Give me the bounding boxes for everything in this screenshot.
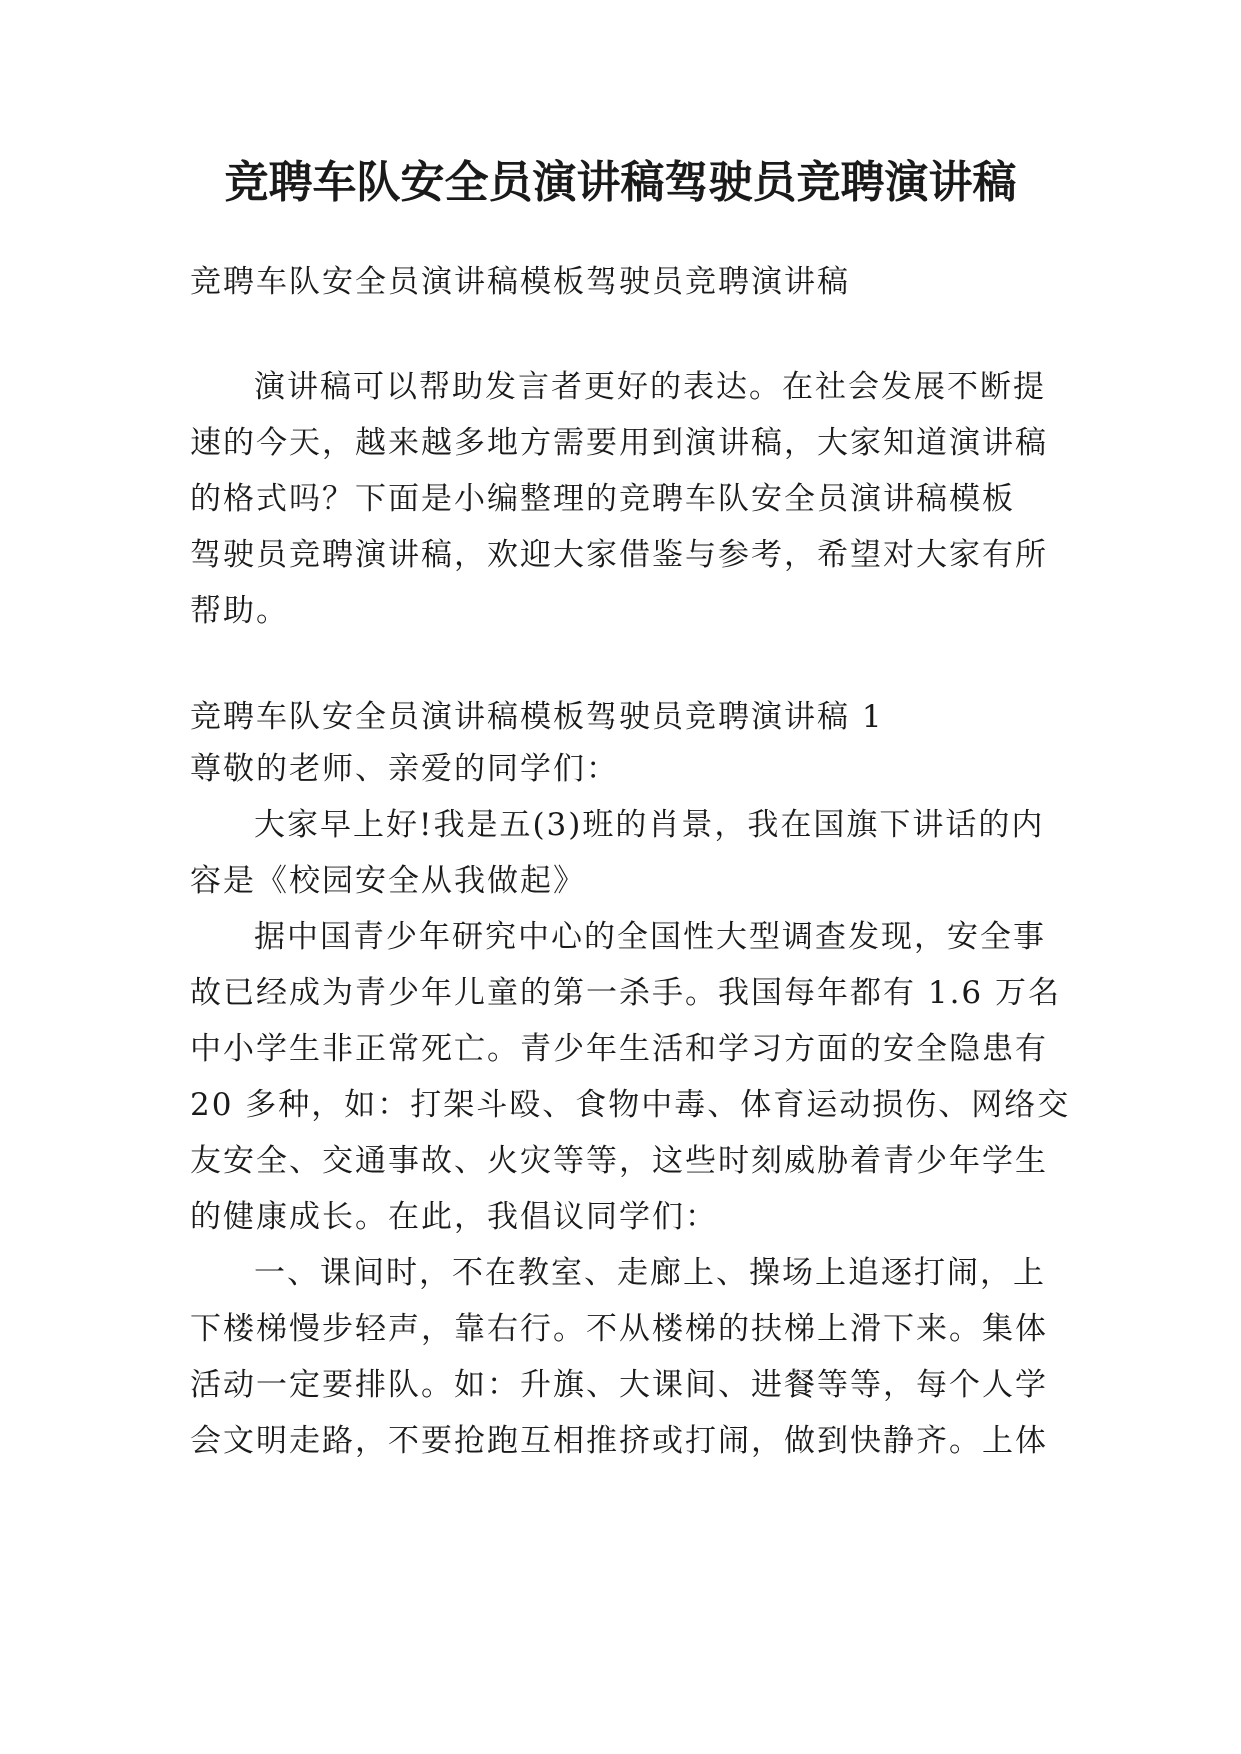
paragraph-line: 活动一定要排队。如：升旗、大课间、进餐等等，每个人学 (190, 1367, 1048, 1403)
paragraph-line: 中小学生非正常死亡。青少年生活和学习方面的安全隐患有 (190, 1031, 1048, 1067)
paragraph-line: 会文明走路，不要抢跑互相推挤或打闹，做到快静齐。上体 (190, 1423, 1048, 1459)
paragraph-line: 友安全、交通事故、火灾等等，这些时刻威胁着青少年学生 (190, 1143, 1048, 1179)
document-title: 竞聘车队安全员演讲稿驾驶员竞聘演讲稿 (224, 157, 1017, 208)
paragraph-line: 大家早上好!我是五(3)班的肖景，我在国旗下讲话的内 (254, 807, 1045, 843)
paragraph-line: 故已经成为青少年儿童的第一杀手。我国每年都有 1.6 万名 (190, 975, 1062, 1011)
paragraph-line: 的健康成长。在此，我倡议同学们： (190, 1199, 718, 1235)
intro-line: 的格式吗？下面是小编整理的竞聘车队安全员演讲稿模板 (190, 481, 1015, 517)
intro-line: 速的今天，越来越多地方需要用到演讲稿，大家知道演讲稿 (190, 425, 1048, 461)
intro-line: 演讲稿可以帮助发言者更好的表达。在社会发展不断提 (254, 369, 1046, 405)
paragraph-line: 一、课间时，不在教室、走廊上、操场上追逐打闹，上 (254, 1255, 1046, 1291)
paragraph-line: 下楼梯慢步轻声，靠右行。不从楼梯的扶梯上滑下来。集体 (190, 1311, 1048, 1347)
salutation: 尊敬的老师、亲爱的同学们： (190, 751, 619, 787)
intro-line: 帮助。 (190, 593, 289, 629)
document-subtitle: 竞聘车队安全员演讲稿模板驾驶员竞聘演讲稿 (190, 264, 850, 300)
intro-line: 驾驶员竞聘演讲稿，欢迎大家借鉴与参考，希望对大家有所 (190, 537, 1048, 573)
paragraph-line: 容是《校园安全从我做起》 (190, 863, 586, 899)
section-heading: 竞聘车队安全员演讲稿模板驾驶员竞聘演讲稿 1 (190, 699, 884, 735)
paragraph-line: 据中国青少年研究中心的全国性大型调查发现，安全事 (254, 919, 1046, 955)
paragraph-line: 20 多种，如：打架斗殴、食物中毒、体育运动损伤、网络交 (190, 1087, 1071, 1123)
